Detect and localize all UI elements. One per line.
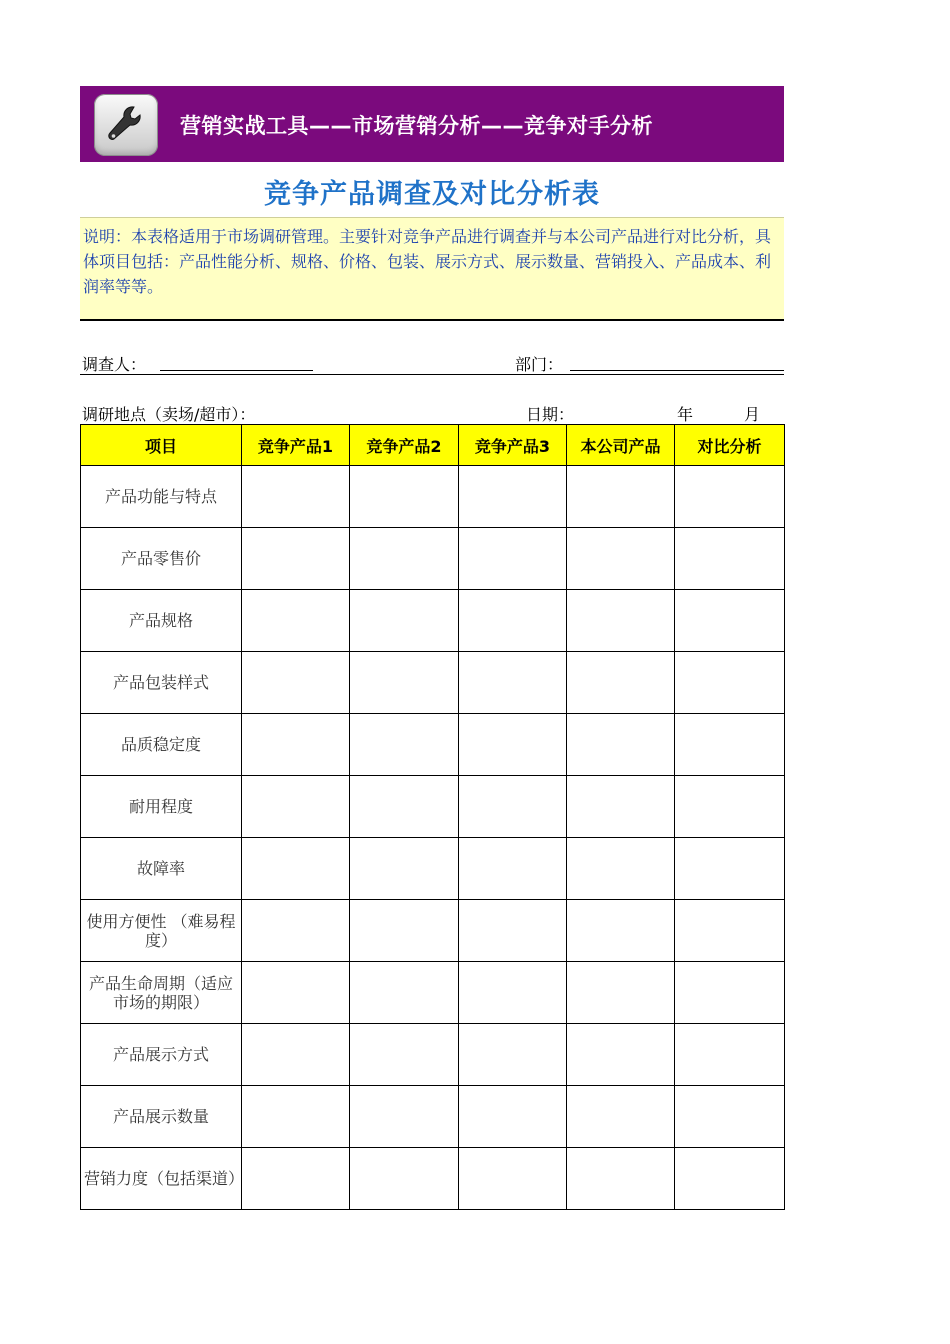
investigator-department-row xyxy=(80,352,784,375)
table-cell[interactable] xyxy=(242,590,350,652)
table-cell[interactable] xyxy=(459,962,567,1024)
investigator-label: 调查人： xyxy=(82,355,147,374)
department-label: 部门： xyxy=(515,355,564,374)
table-row xyxy=(81,776,785,838)
table-body xyxy=(81,466,785,1210)
table-cell[interactable] xyxy=(675,590,785,652)
table-cell[interactable] xyxy=(459,1148,567,1210)
comparison-table xyxy=(80,424,785,1210)
table-cell[interactable] xyxy=(567,590,675,652)
table-row xyxy=(81,652,785,714)
table-header-row xyxy=(81,425,785,466)
table-cell[interactable] xyxy=(459,776,567,838)
table-cell[interactable] xyxy=(350,528,459,590)
banner-title: 营销实战工具——市场营销分析——竞争对手分析 xyxy=(180,114,653,138)
table-cell[interactable] xyxy=(242,466,350,528)
table-cell[interactable] xyxy=(350,652,459,714)
table-cell[interactable] xyxy=(567,776,675,838)
table-cell[interactable] xyxy=(459,466,567,528)
row-label: 产品展示方式 xyxy=(81,1024,242,1086)
table-cell[interactable] xyxy=(675,1086,785,1148)
table-cell[interactable] xyxy=(459,528,567,590)
investigator-field[interactable] xyxy=(160,352,313,371)
table-cell[interactable] xyxy=(675,652,785,714)
table-cell[interactable] xyxy=(350,900,459,962)
table-cell[interactable] xyxy=(675,528,785,590)
table-cell[interactable] xyxy=(242,652,350,714)
table-cell[interactable] xyxy=(459,1024,567,1086)
header-own-product: 本公司产品 xyxy=(567,425,675,466)
row-label: 营销力度（包括渠道） xyxy=(81,1148,242,1210)
row-label: 耐用程度 xyxy=(81,776,242,838)
table-cell[interactable] xyxy=(459,652,567,714)
table-cell[interactable] xyxy=(567,962,675,1024)
row-label: 产品规格 xyxy=(81,590,242,652)
table-cell[interactable] xyxy=(242,714,350,776)
table-cell[interactable] xyxy=(350,776,459,838)
row-label: 产品展示数量 xyxy=(81,1086,242,1148)
table-row xyxy=(81,900,785,962)
table-cell[interactable] xyxy=(567,652,675,714)
banner xyxy=(80,86,784,162)
table-cell[interactable] xyxy=(242,528,350,590)
table-cell[interactable] xyxy=(459,900,567,962)
table-cell[interactable] xyxy=(350,838,459,900)
month-label: 月 xyxy=(744,405,761,424)
header-competitor-2: 竞争产品2 xyxy=(350,425,459,466)
table-row xyxy=(81,714,785,776)
table-cell[interactable] xyxy=(459,838,567,900)
table-cell[interactable] xyxy=(675,1024,785,1086)
table-row xyxy=(81,466,785,528)
row-label: 产品包装样式 xyxy=(81,652,242,714)
table-cell[interactable] xyxy=(350,590,459,652)
row-label: 产品生命周期（适应市场的期限） xyxy=(81,962,242,1024)
table-cell[interactable] xyxy=(242,776,350,838)
year-label: 年 xyxy=(677,405,694,424)
header-competitor-3: 竞争产品3 xyxy=(459,425,567,466)
table-cell[interactable] xyxy=(675,962,785,1024)
row-label: 产品零售价 xyxy=(81,528,242,590)
header-comparison: 对比分析 xyxy=(675,425,785,466)
table-cell[interactable] xyxy=(350,466,459,528)
row-label: 产品功能与特点 xyxy=(81,466,242,528)
table-row xyxy=(81,1148,785,1210)
location-label: 调研地点（卖场/超市）： xyxy=(82,405,256,424)
table-cell[interactable] xyxy=(350,962,459,1024)
row-label: 品质稳定度 xyxy=(81,714,242,776)
table-cell[interactable] xyxy=(242,1086,350,1148)
header-competitor-1: 竞争产品1 xyxy=(242,425,350,466)
table-cell[interactable] xyxy=(242,1148,350,1210)
table-cell[interactable] xyxy=(567,1148,675,1210)
table-cell[interactable] xyxy=(350,714,459,776)
table-cell[interactable] xyxy=(675,838,785,900)
table-cell[interactable] xyxy=(242,838,350,900)
table-cell[interactable] xyxy=(567,714,675,776)
table-row xyxy=(81,838,785,900)
table-cell[interactable] xyxy=(675,466,785,528)
table-cell[interactable] xyxy=(567,1024,675,1086)
table-row xyxy=(81,590,785,652)
header-item: 项目 xyxy=(81,425,242,466)
wrench-icon xyxy=(94,94,158,156)
row-label: 故障率 xyxy=(81,838,242,900)
table-cell[interactable] xyxy=(242,962,350,1024)
table-row xyxy=(81,1086,785,1148)
table-row xyxy=(81,528,785,590)
table-cell[interactable] xyxy=(567,466,675,528)
table-cell[interactable] xyxy=(675,714,785,776)
department-field[interactable] xyxy=(570,352,784,371)
row-label: 使用方便性 （难易程度） xyxy=(81,900,242,962)
page-title: 竞争产品调查及对比分析表 xyxy=(264,179,600,210)
table-cell[interactable] xyxy=(350,1148,459,1210)
date-label: 日期： xyxy=(526,405,575,424)
table-cell[interactable] xyxy=(350,1086,459,1148)
instructions-note: 说明：本表格适用于市场调研管理。主要针对竞争产品进行调查并与本公司产品进行对比分析，具体项目包括：产品性能分析、规格、价格、包装、展示方式、展示数量、营销投入、产品成本、利润率等等。 xyxy=(80,217,784,321)
table-cell[interactable] xyxy=(459,590,567,652)
table-cell[interactable] xyxy=(567,838,675,900)
table-row xyxy=(81,1024,785,1086)
table-cell[interactable] xyxy=(459,1086,567,1148)
table-cell[interactable] xyxy=(567,528,675,590)
table-row xyxy=(81,962,785,1024)
table-cell[interactable] xyxy=(459,714,567,776)
table-cell[interactable] xyxy=(567,900,675,962)
table-cell[interactable] xyxy=(675,1148,785,1210)
table-cell[interactable] xyxy=(350,1024,459,1086)
table-cell[interactable] xyxy=(242,900,350,962)
table-cell[interactable] xyxy=(675,776,785,838)
table-cell[interactable] xyxy=(242,1024,350,1086)
table-cell[interactable] xyxy=(675,900,785,962)
location-date-row xyxy=(80,402,784,424)
table-cell[interactable] xyxy=(567,1086,675,1148)
